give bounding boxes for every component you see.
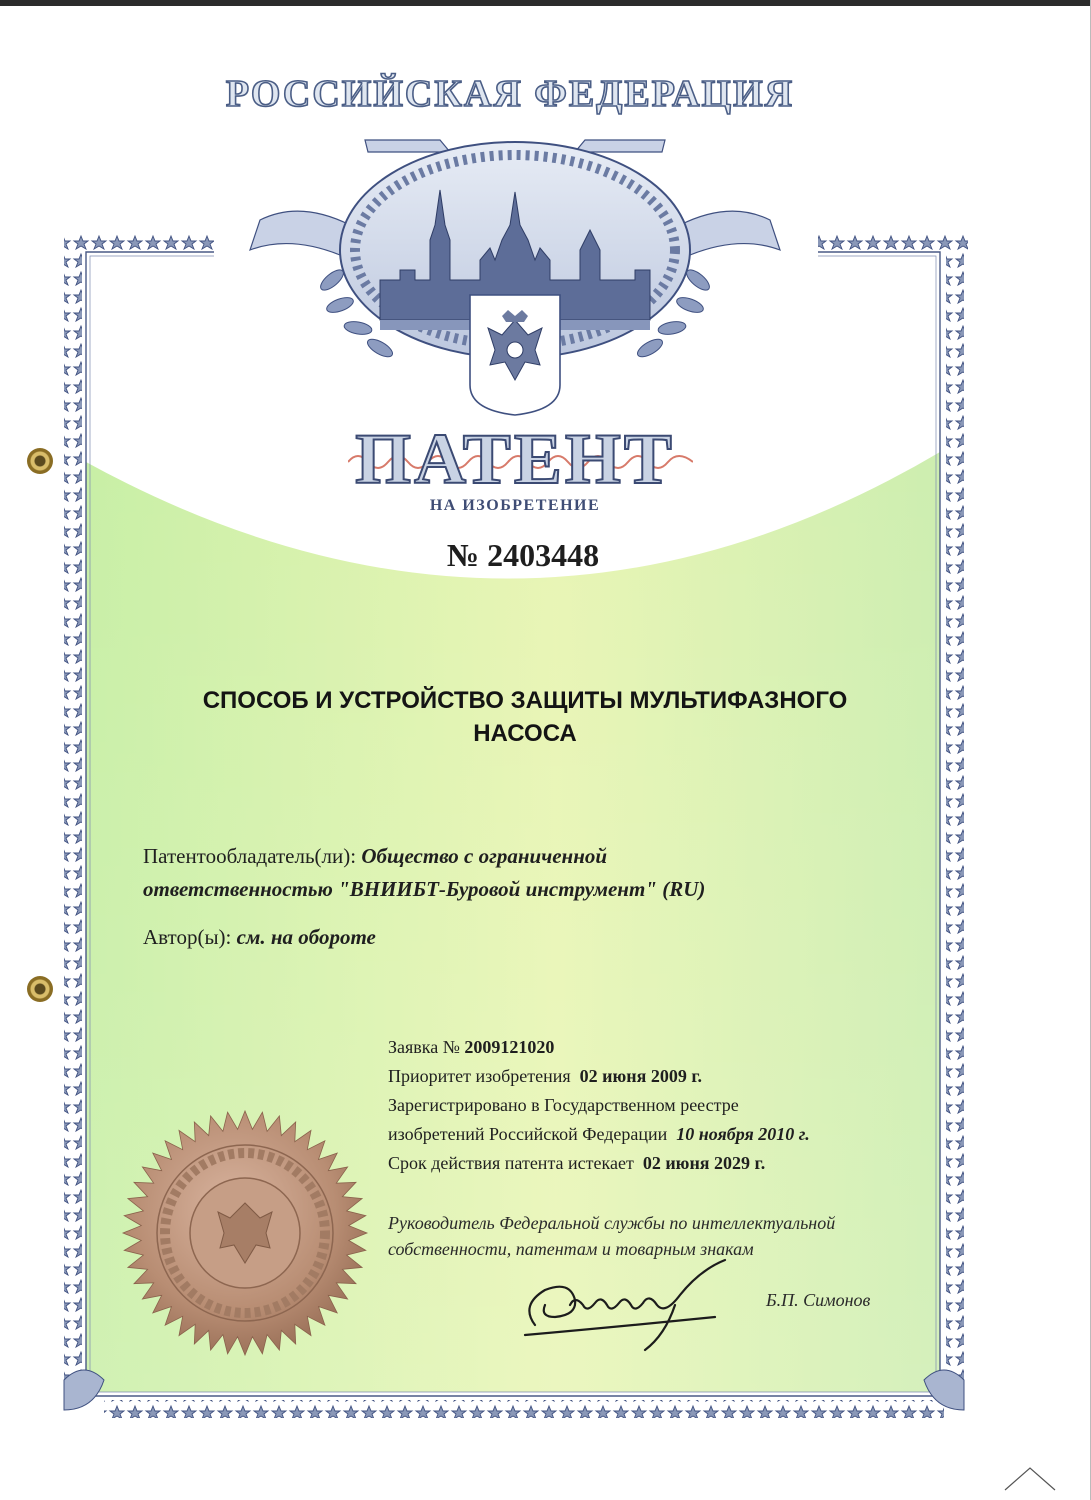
official-title-line-1: Руководитель Федеральной службы по интеллектуальной bbox=[388, 1213, 836, 1233]
grommet-icon bbox=[27, 976, 53, 1002]
patent-holder-value-2: ответственностью "ВНИИБТ-Буровой инструмент" (RU) bbox=[143, 877, 706, 901]
authors-value: см. на обороте bbox=[236, 925, 376, 949]
scan-edge bbox=[0, 0, 1091, 6]
signature-icon bbox=[515, 1255, 735, 1355]
application-number: 2009121020 bbox=[464, 1037, 555, 1057]
invention-title-line-2: НАСОСА bbox=[473, 720, 577, 747]
patent-holder bbox=[143, 840, 903, 906]
authors bbox=[143, 925, 376, 950]
patent-holder-value-1: Общество с ограниченной bbox=[361, 844, 608, 868]
authors-label: Автор(ы): bbox=[143, 925, 232, 949]
grommet-icon bbox=[27, 448, 53, 474]
country-heading: РОССИЙСКАЯ ФЕДЕРАЦИЯ bbox=[225, 73, 795, 115]
invention-title bbox=[130, 684, 920, 750]
expiry-label: Срок действия патента истекает bbox=[388, 1153, 634, 1173]
application-line bbox=[388, 1033, 948, 1062]
priority-label: Приоритет изобретения bbox=[388, 1066, 571, 1086]
registered-line-1: Зарегистрировано в Государственном реестре bbox=[388, 1095, 739, 1115]
invention-title-line-1: СПОСОБ И УСТРОЙСТВО ЗАЩИТЫ МУЛЬТИФАЗНОГО bbox=[202, 687, 848, 714]
registration-block bbox=[388, 1033, 948, 1178]
expiry-line bbox=[388, 1149, 948, 1178]
seal-icon bbox=[120, 1108, 370, 1358]
emblem-moscow-kremlin-icon bbox=[240, 130, 790, 420]
priority-line bbox=[388, 1062, 948, 1091]
patent-number: № 2403448 bbox=[446, 537, 600, 573]
registered-line-2 bbox=[388, 1120, 948, 1149]
document-type-subtitle: НА ИЗОБРЕТЕНИЕ bbox=[429, 497, 601, 514]
signatory-name: Б.П. Симонов bbox=[766, 1290, 871, 1310]
registered-date: 10 ноября 2010 г. bbox=[676, 1124, 810, 1144]
expiry-date: 02 июня 2029 г. bbox=[642, 1153, 766, 1173]
application-label: Заявка № bbox=[388, 1037, 460, 1057]
official-title-line-2: собственности, патентам и товарным знакам bbox=[388, 1239, 754, 1259]
patent-holder-label: Патентообладатель(ли): bbox=[143, 844, 357, 868]
priority-date: 02 июня 2009 г. bbox=[579, 1066, 703, 1086]
document-type-word: ПАТЕНТ bbox=[355, 419, 675, 499]
registered-label-2: изобретений Российской Федерации bbox=[388, 1124, 668, 1144]
